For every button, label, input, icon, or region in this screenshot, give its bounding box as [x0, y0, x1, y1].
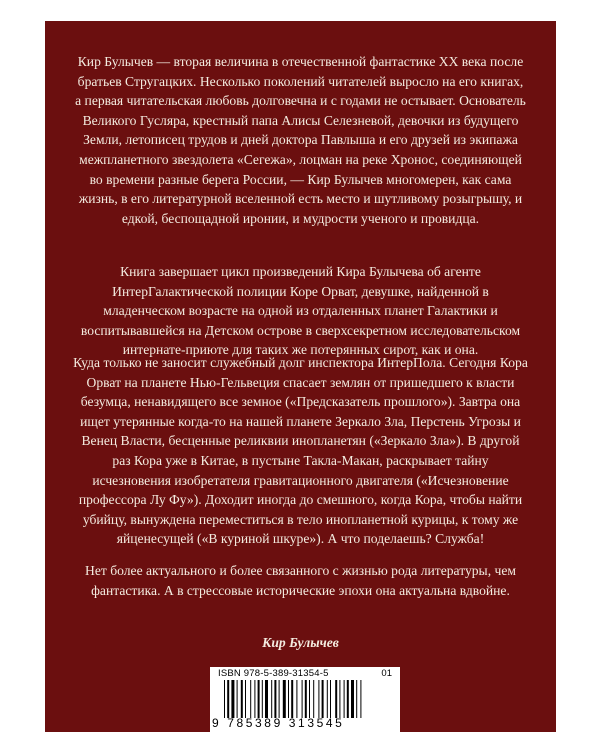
- barcode-panel: [210, 667, 400, 735]
- isbn-label: ISBN 978-5-389-31354-5: [218, 668, 329, 679]
- ean-digits: 9 785389 313545: [212, 716, 345, 730]
- barcode-icon: [224, 680, 386, 718]
- quote-signature: Кир Булычев: [262, 635, 339, 650]
- back-cover: [45, 21, 556, 732]
- plot-summary: Куда только не заносит служебный долг инспектора ИнтерПола. Сегодня Кора Орват на планете Нью-Гельвеция спасает землян от пришедшего к власти безумца, ненавидящего все земное («Предсказатель прошлого»). Завтра она ищет утерянные когда-то на нашей планете Зеркало Зла, Перстень Угрозы и Венец Власти, бесценные реликвии инопланетян («Зеркало Зла»). В другой раз Кора уже в Китае, в пустыне Такла-Макан, раскрывает тайну исчезновения изобретателя гравитационного двигателя («Исчезновение профессора Лу Фу»). Доходит иногда до смешного, когда Кора, чтобы найти убийцу, вынуждена переместиться в тело инопланетной курицы, к тому же яйценесущей («В куриной шкуре»). А что поделаешь? Служба!: [73, 355, 528, 547]
- series-description: Книга завершает цикл произведений Кира Булычева об агенте ИнтерГалактической полиции Коре Орват, девушке, найденной в младенческом возрасте на одной из отдаленных планет Галактики и воспитывавшейся на Детском острове в сверхсекретном исследовательском интернате-приюте для таких же потерянных сирот, как и она.: [80, 264, 521, 358]
- isbn-addon: 01: [381, 668, 392, 679]
- author-description: Кир Булычев — вторая величина в отечественной фантастике XX века после братьев Стругацких. Несколько поколений читателей выросло на его книгах, а первая читательская любовь долговечна и с годами не остывает. Основатель Великого Гусляра, крестный папа Алисы Селезневой, девочки из будущего Земли, летописец трудов и дней доктора Павлыша и его друзей из экипажа межпланетного звездолета «Сегежа», лоцман на реке Хронос, соединяющей во времени разные берега России, — Кир Булычев многомерен, как сама жизнь, в его литературной вселенной есть место и шутливому розыгрышу, и едкой, беспощадной иронии, и мудрости ученого и провидца.: [75, 54, 526, 226]
- author-quote: Нет более актуального и более связанного с жизнью рода литературы, чем фантастика. А в стрессовые исторические эпохи она актуальна вдвойне.: [85, 563, 516, 598]
